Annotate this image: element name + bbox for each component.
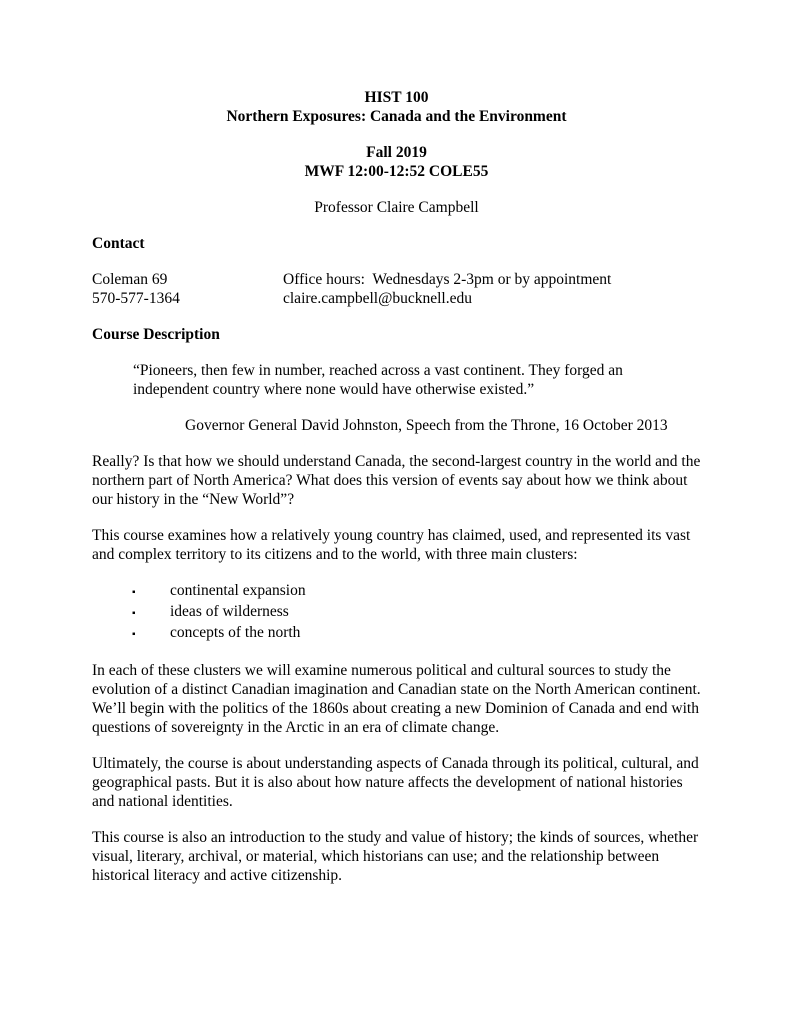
- course-code: HIST 100: [364, 89, 429, 106]
- paragraph-examines: This course examines how a relatively young country has claimed, used, and represented its vast and complex territory to its citizens and to the world, with three main clusters:: [92, 527, 691, 563]
- course-description-heading: Course Description: [92, 326, 220, 343]
- list-item: [92, 581, 701, 602]
- square-bullet-icon: ▪: [132, 629, 136, 640]
- list-item: [92, 623, 701, 644]
- course-title: Northern Exposures: Canada and the Environment: [226, 108, 567, 125]
- office-location: Coleman 69: [92, 271, 168, 288]
- quote-attribution: Governor General David Johnston, Speech from the Throne, 16 October 2013: [185, 417, 668, 434]
- square-bullet-icon: ▪: [132, 587, 136, 598]
- bullet-text: concepts of the north: [170, 624, 301, 641]
- clusters-bullet-list: [92, 581, 701, 644]
- term: Fall 2019: [366, 144, 427, 161]
- paragraph-clusters: In each of these clusters we will examine numerous political and cultural sources to study the evolution of a distinct Canadian imagination and Canadian state on the North American continent. We’ll begin with the politics of the 1860s about creating a new Dominion of Canada and end with questions of sovereignty in the Arctic in an era of climate change.: [92, 662, 701, 736]
- contact-info: [92, 270, 701, 308]
- paragraph-intro-history: This course is also an introduction to the study and value of history; the kinds of sources, whether visual, literary, archival, or material, which historians can use; and the relationship between historical literacy and active citizenship.: [92, 829, 699, 884]
- square-bullet-icon: ▪: [132, 608, 136, 619]
- bullet-text: continental expansion: [170, 582, 306, 599]
- contact-row-1: [92, 270, 701, 289]
- epigraph-quote: “Pioneers, then few in number, reached across a vast continent. They forged an independent country where none would have otherwise existed.”: [133, 362, 623, 398]
- bullet-text: ideas of wilderness: [170, 603, 289, 620]
- paragraph-ultimately: Ultimately, the course is about understanding aspects of Canada through its political, cultural, and geographical pasts. But it is also about how nature affects the development of national histories and national identities.: [92, 755, 699, 810]
- paragraph-really: Really? Is that how we should understand Canada, the second-largest country in the world and the northern part of North America? What does this version of events say about how we think about our history in the “New World”?: [92, 453, 701, 508]
- office-hours: Office hours: Wednesdays 2-3pm or by appointment: [283, 271, 612, 288]
- email-address: claire.campbell@bucknell.edu: [283, 290, 472, 307]
- list-item: [92, 602, 701, 623]
- contact-row-2: [92, 289, 701, 308]
- professor-name: Professor Claire Campbell: [314, 199, 479, 216]
- meeting-time: MWF 12:00-12:52 COLE55: [304, 163, 489, 180]
- phone-number: 570-577-1364: [92, 290, 180, 307]
- contact-heading: Contact: [92, 235, 145, 252]
